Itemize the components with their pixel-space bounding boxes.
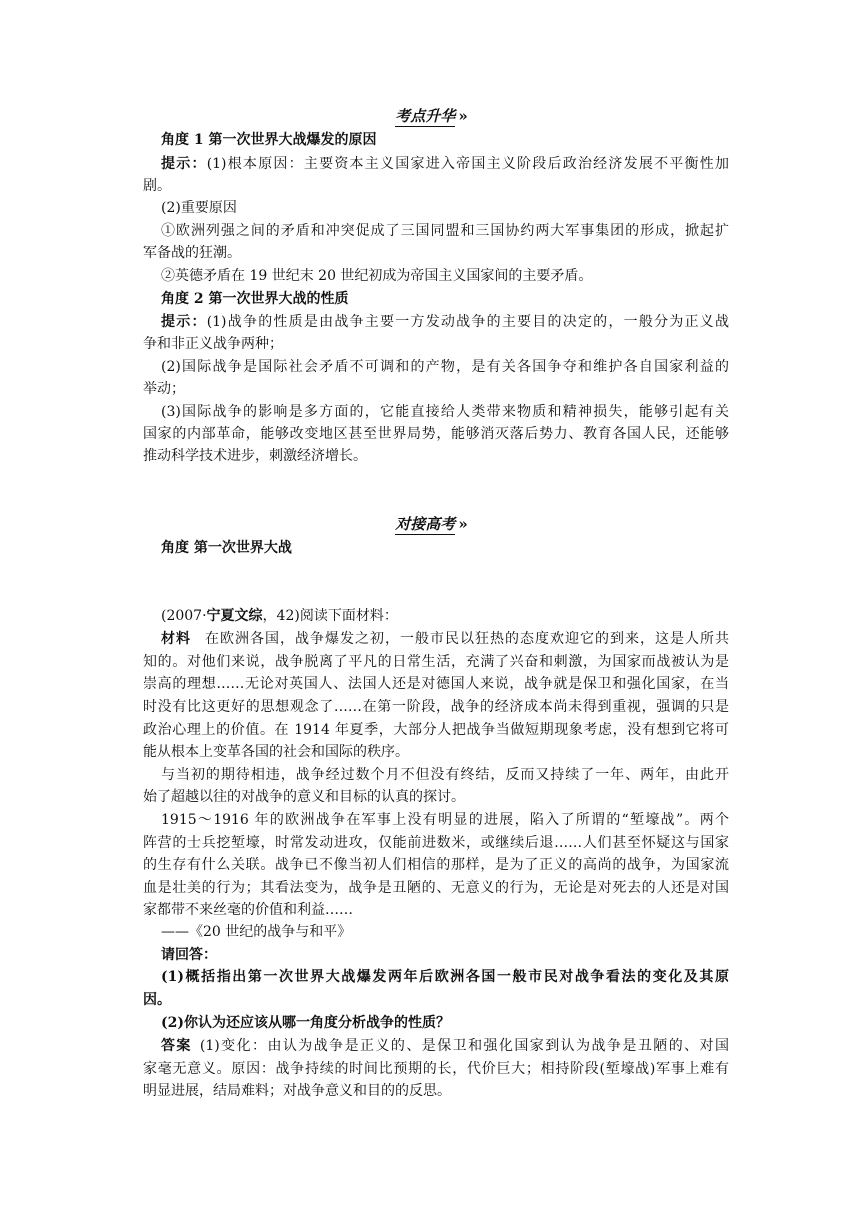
material-line4: 时没有比这更好的思想观念了……在第一阶段，战争的经济成本尚未得到重视，强调的只是: [143, 699, 729, 715]
section-title-kaodian: [0, 106, 860, 126]
angle1-heading: 角度 1 第一次世界大战爆发的原因: [161, 132, 377, 148]
material-line5: 政治心理上的价值。在 1914 年夏季，大部分人把战争当做短期现象考虑，没有想到它将可: [143, 722, 729, 738]
para3-line5: 家都带不来丝毫的价值和利益……: [143, 902, 353, 918]
section-title-text: 考点升华: [395, 107, 456, 125]
angle1-para3-line1: ①欧洲列强之间的矛盾和冲突促成了三国同盟和三国协约两大军事集团的形成，掀起扩: [161, 223, 729, 239]
angle-heading: 角度 第一次世界大战: [161, 540, 292, 556]
angle2-para3-line3: 推动科学技术进步，刺激经济增长。: [143, 448, 367, 464]
angle2-para3-line1: (3)国际战争的影响是多方面的，它能直接给人类带来物质和精神损失，能够引起有关: [161, 404, 729, 420]
para3-line3: 的生存有什么关联。战争已不像当初人们相信的那样，是为了正义的高尚的战争，为国家流: [143, 857, 729, 873]
para2-line1: 与当初的期待相违，战争经过数个月不但没有终结，反而又持续了一年、两年，由此开: [161, 767, 729, 783]
hint-label: 提示：: [161, 156, 207, 172]
para3-line2: 阵营的士兵挖堑壕，时常发动进攻，仅能前进数米，或继续后退……人们甚至怀疑这与国家: [143, 835, 729, 851]
question2: (2)你认为还应该从哪一角度分析战争的性质？: [161, 1015, 450, 1031]
para3-line4: 血是壮美的行为；其看法变为，战争是丑陋的、无意义的行为，无论是对死去的人还是对国: [143, 880, 729, 896]
angle1-para4: ②英德矛盾在 19 世纪末 20 世纪初成为帝国主义国家间的主要矛盾。: [161, 268, 593, 284]
ask-label: 请回答：: [161, 947, 217, 963]
para3-line1: 1915～1916 年的欧洲战争在军事上没有明显的进展，陷入了所谓的“堑壕战”。两个: [161, 812, 729, 828]
angle1-hint-line1: 提示：(1)根本原因：主要资本主义国家进入帝国主义阶段后政治经济发展不平衡性加: [161, 156, 729, 172]
material-line6: 能从根本上变革各国的社会和国际的秩序。: [143, 744, 409, 760]
answer-line1: 答案 (1)变化：由认为战争是正义的、是保卫和强化国家到认为战争是丑陋的、对国: [161, 1038, 729, 1054]
angle2-hint-line1: 提示：(1)战争的性质是由战争主要一方发动战争的主要目的决定的，一般分为正义战: [161, 314, 729, 330]
section-title-text: 对接高考: [395, 515, 456, 533]
angle2-hint-line2: 争和非正义战争两种；: [143, 336, 283, 352]
material-line3: 崇高的理想……无论对英国人、法国人还是对德国人来说，战争就是保卫和强化国家，在当: [143, 676, 729, 692]
material-line1: 材料 在欧洲各国，战争爆发之初，一般市民以狂热的态度欢迎它的到来，这是人所共: [161, 631, 729, 647]
angle1-para3-line2: 军备战的狂潮。: [143, 245, 241, 261]
double-chevron-icon: »: [458, 107, 465, 125]
angle2-para2-line2: 举动；: [143, 381, 185, 397]
angle2-para2-line1: (2)国际战争是国际社会矛盾不可调和的产物，是有关各国争夺和维护各自国家利益的: [161, 359, 729, 375]
angle1-para2: (2)重要原因: [161, 200, 237, 216]
exam-name: 宁夏文综: [206, 608, 263, 624]
material-label: 材料: [161, 631, 191, 647]
angle1-hint-line2: 剧。: [143, 178, 171, 194]
double-chevron-icon: »: [458, 515, 465, 533]
question1-line1: (1)概括指出第一次世界大战爆发两年后欧洲各国一般市民对战争看法的变化及其原: [161, 969, 729, 985]
answer-line2: 家毫无意义。原因：战争持续的时间比预期的长，代价巨大；相持阶段(堑壕战)军事上难有: [143, 1061, 729, 1077]
answer-label: 答案: [161, 1038, 192, 1054]
angle2-para3-line2: 国家的内部革命，能够改变地区甚至世界局势，能够消灭落后势力、教育各国人民，还能够: [143, 426, 729, 442]
question-source: (2007·宁夏文综，42)阅读下面材料：: [161, 608, 398, 624]
citation: ——《20 世纪的战争与和平》: [161, 924, 352, 940]
angle2-heading: 角度 2 第一次世界大战的性质: [161, 291, 349, 307]
para2-line2: 始了超越以往的对战争的意义和目标的认真的探讨。: [143, 789, 465, 805]
material-line2: 知的。对他们来说，战争脱离了平凡的日常生活，充满了兴奋和刺激，为国家而战被认为是: [143, 654, 729, 670]
answer-line3: 明显进展，结局难料；对战争意义和目的的反思。: [143, 1083, 451, 1099]
hint-label: 提示：: [161, 314, 207, 330]
section-title-duijie: [0, 514, 860, 534]
question1-line2: 因。: [143, 992, 171, 1008]
